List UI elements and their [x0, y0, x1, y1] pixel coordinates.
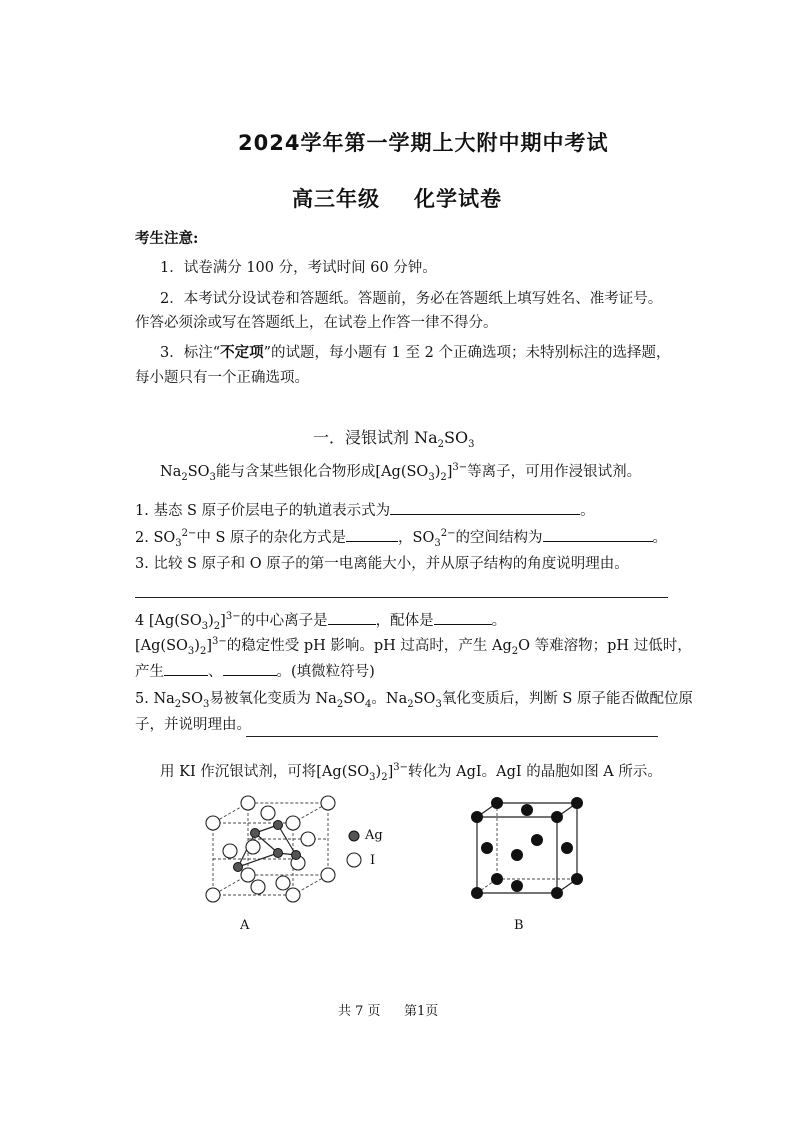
- answer-blank-q4-ligand[interactable]: [434, 610, 492, 625]
- answer-blank-q2-shape[interactable]: [543, 527, 653, 542]
- question-4b: $[Ag(SO_3)_2]^{3-}$的稳定性受 pH 影响。pH 过高时，产生 $Ag_2O$ 等难溶物；pH 过低时，: [135, 636, 692, 657]
- exam-subject: 化学试卷: [414, 187, 502, 211]
- legend-i-label: I: [370, 853, 376, 868]
- question-4c: 产生 、 。(填微粒符号): [135, 661, 375, 682]
- question-2: 2. $SO_3^{2-}$中 S 原子的杂化方式是 ，$SO_3^{2-}$的空间结构为 。: [135, 528, 667, 549]
- notice-heading: 考生注意:: [135, 230, 199, 247]
- exam-title: 2024学年第一学期上大附中期中考试: [238, 131, 609, 155]
- question-5b: 子，并说明理由。: [135, 717, 251, 733]
- answer-line-q3[interactable]: [135, 597, 668, 598]
- answer-blank-q2-hybrid[interactable]: [346, 527, 398, 542]
- legend-ag-label: Ag: [365, 828, 383, 843]
- figure-b-cubic-cell: [465, 795, 590, 910]
- section1-intro: $Na_2SO_3$能与含某些银化合物形成$[Ag(SO_3)_2]^{3-}$等离子，可用作浸银试剂。: [160, 462, 642, 483]
- notice-emphasis: 不定项: [220, 344, 264, 361]
- question-3: 3. 比较 S 原子和 O 原子的第一电离能大小，并从原子结构的角度说明理由。: [135, 556, 629, 572]
- answer-blank-q4-species1[interactable]: [164, 661, 208, 676]
- question-5: 5. $Na_2SO_3$易被氧化变质为 $Na_2SO_4$。$Na_2SO_3$氧化变质后，判断 S 原子能否做配位原: [135, 691, 693, 710]
- figure-a-agi-unit-cell: [198, 795, 348, 915]
- answer-blank-q4-center[interactable]: [328, 610, 376, 625]
- footer-page-number: 第1页: [404, 1004, 439, 1019]
- notice-item-3: 3．标注“不定项”的试题，每小题有 1 至 2 个正确选项；未特别标注的选择题，: [160, 344, 671, 361]
- question-4: 4 $[Ag(SO_3)_2]^{3-}$的中心离子是 ，配体是 。: [135, 611, 507, 632]
- ki-statement: 用 KI 作沉银试剂，可将$[Ag(SO_3)_2]^{3-}$转化为 AgI。AgI 的晶胞如图 A 所示。: [160, 762, 662, 783]
- answer-line-q5[interactable]: [246, 736, 658, 737]
- notice-item-1: 1．试卷满分 100 分，考试时间 60 分钟。: [160, 260, 437, 276]
- question-1: 1. 基态 S 原子价层电子的轨道表示式为 。: [135, 500, 595, 521]
- section1-heading: 一．浸银试剂 $Na_2SO_3$: [313, 428, 475, 451]
- legend-ag-icon: [347, 829, 361, 843]
- exam-grade: 高三年级: [292, 187, 380, 211]
- notice-item-2a: 2．本考试分设试卷和答题纸。答题前，务必在答题纸上填写姓名、准考证号。: [160, 291, 663, 307]
- legend-i-icon: [345, 851, 363, 869]
- footer-total-pages: 共 7 页: [338, 1004, 381, 1019]
- figure-b-label: B: [514, 918, 524, 933]
- notice-item-2b: 作答必须涂或写在答题纸上，在试卷上作答一律不得分。: [135, 315, 498, 331]
- answer-blank-q4-species2[interactable]: [223, 661, 277, 676]
- figure-a-label: A: [240, 918, 250, 933]
- answer-blank-q1[interactable]: [390, 500, 580, 515]
- notice-item-3b: 每小题只有一个正确选项。: [135, 370, 309, 386]
